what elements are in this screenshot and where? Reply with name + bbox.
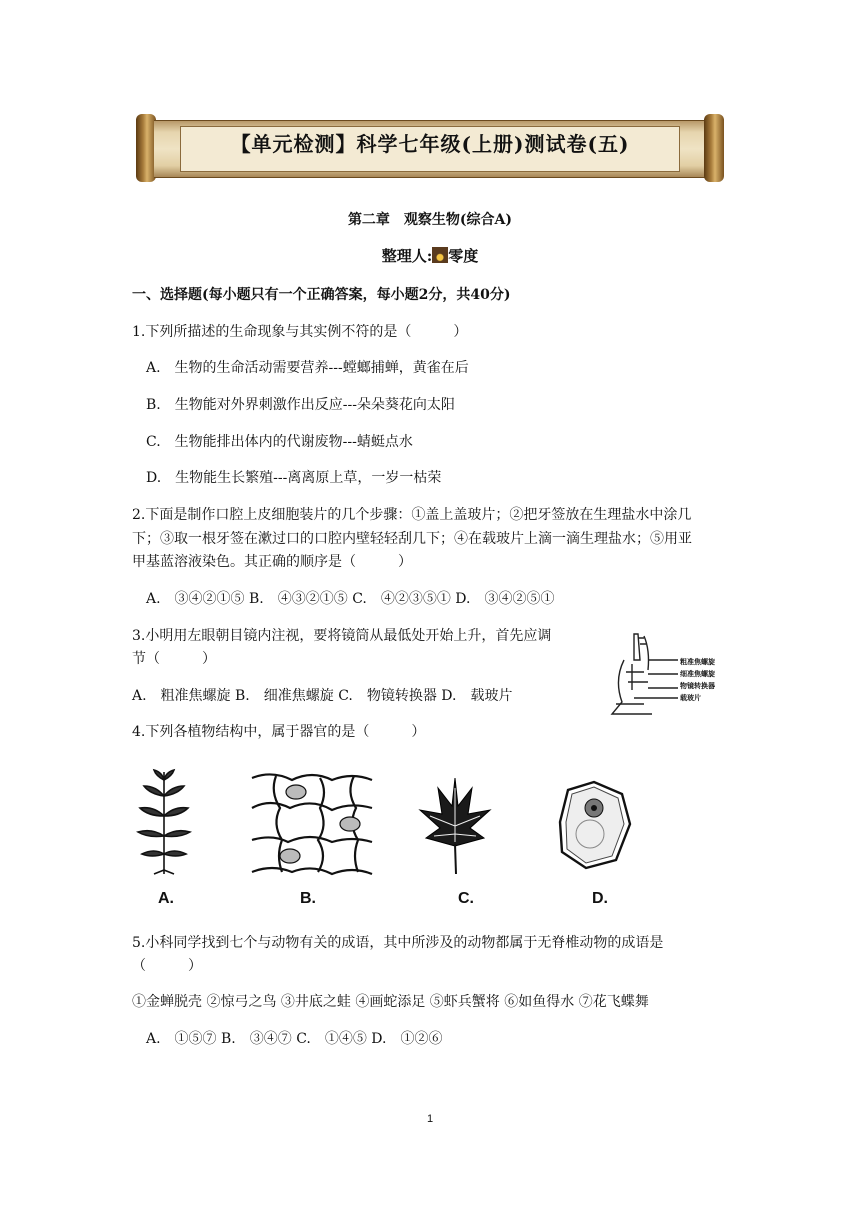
compiler-label: 整理人: <box>381 247 433 265</box>
section-heading: 一、选择题(每小题只有一个正确答案，每小题2分，共40分) <box>132 287 511 303</box>
plant-structures-figure <box>120 758 680 918</box>
question-2-options: A. ③④②①⑤ B. ④③②①⑤ C. ④②③⑤① D. ③④②⑤① <box>146 591 555 607</box>
leaf-image <box>416 776 494 876</box>
page-number: 1 <box>426 1113 434 1125</box>
question-2-line-3: 甲基蓝溶液染色。其正确的顺序是（ ） <box>132 554 412 570</box>
option-b-label: B. <box>300 890 316 907</box>
whole-plant-image <box>132 766 196 876</box>
question-1-option-b: B. 生物能对外界刺激作出反应---朵朵葵花向太阳 <box>146 397 455 413</box>
plant-cell-image <box>550 778 634 872</box>
question-1-option-a: A. 生物的生命活动需要营养---螳螂捕蝉，黄雀在后 <box>146 360 469 376</box>
question-4-stem: 4.下列各植物结构中，属于器官的是（ ） <box>132 724 426 740</box>
question-3-options: A. 粗准焦螺旋 B. 细准焦螺旋 C. 物镜转换器 D. 载玻片 <box>132 688 513 704</box>
title-banner <box>136 114 724 182</box>
question-1-option-d: D. 生物能生长繁殖---离离原上草，一岁一枯荣 <box>146 470 442 486</box>
question-3-line-1: 3.小明用左眼朝目镜内注视，要将镜筒从最低处开始上升，首先应调 <box>132 628 552 644</box>
question-5-line-1: 5.小科同学找到七个与动物有关的成语，其中所涉及的动物都属于无脊椎动物的成语是 <box>132 935 664 951</box>
compiler-name: 零度 <box>448 247 479 265</box>
epidermal-tissue-image <box>250 768 374 886</box>
question-5-line-2: （ ） <box>132 958 202 974</box>
compiler-line <box>0 246 860 266</box>
question-3-line-2: 节（ ） <box>132 651 216 667</box>
question-5-idioms: ①金蝉脱壳 ②惊弓之鸟 ③井底之蛙 ④画蛇添足 ⑤虾兵蟹将 ⑥如鱼得水 ⑦花飞蝶舞 <box>132 994 649 1010</box>
microscope-figure <box>604 630 732 720</box>
option-c-label: C. <box>458 890 474 907</box>
chapter-subtitle: 第二章 观察生物(综合A) <box>347 212 513 228</box>
slide-label: 载玻片 <box>680 693 701 702</box>
sun-icon <box>432 247 448 263</box>
nosepiece-label: 物镜转换器 <box>680 681 715 690</box>
document-title: 【单元检测】科学七年级(上册)测试卷(五) <box>230 132 630 156</box>
question-1-option-c: C. 生物能排出体内的代谢废物---蜻蜓点水 <box>146 434 413 450</box>
question-1-stem: 1.下列所描述的生命现象与其实例不符的是（ ） <box>132 324 468 340</box>
question-2-line-1: 2.下面是制作口腔上皮细胞装片的几个步骤：①盖上盖玻片；②把牙签放在生理盐水中涂几 <box>132 507 692 523</box>
microscope-labels <box>680 656 715 704</box>
coarse-focus-label: 粗准焦螺旋 <box>680 657 715 666</box>
question-5-options: A. ①⑤⑦ B. ③④⑦ C. ①④⑤ D. ①②⑥ <box>146 1031 443 1047</box>
option-d-label: D. <box>592 890 608 907</box>
fine-focus-label: 细准焦螺旋 <box>680 669 715 678</box>
question-2-line-2: 下；③取一根牙签在漱过口的口腔内壁轻轻刮几下；④在载玻片上滴一滴生理盐水；⑤用亚 <box>132 531 692 547</box>
option-a-label: A. <box>158 890 174 907</box>
